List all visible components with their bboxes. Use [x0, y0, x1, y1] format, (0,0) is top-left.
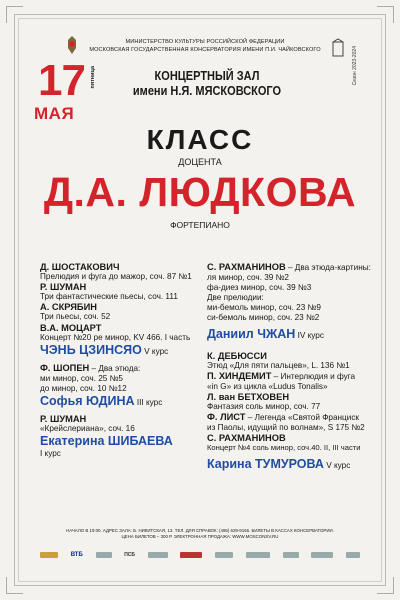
sponsor-logo: ВТБ	[70, 552, 83, 558]
composer: Л. ван БЕТХОВЕН	[207, 391, 290, 402]
performer-kurs: I курс	[40, 449, 61, 459]
composer: Р. ШУМАН	[40, 414, 87, 425]
work: Две прелюдии:	[207, 293, 264, 303]
sponsor-logo	[346, 552, 360, 558]
sponsor-logo	[148, 552, 168, 558]
composer: А. СКРЯБИН	[40, 302, 97, 313]
concert-weekday: пятница	[90, 66, 96, 89]
program-right-column	[207, 262, 372, 472]
conservatory-logo-icon	[330, 38, 346, 58]
work: ля минор, соч. 39 №2	[207, 273, 289, 283]
docent-label: ДОЦЕНТА	[178, 157, 222, 167]
work: ми-бемоль минор, соч. 23 №9	[207, 303, 321, 313]
class-title: КЛАСС	[146, 124, 254, 155]
performer: Софья ЮДИНА III курс	[40, 394, 163, 409]
work: Три фантастические пьесы, соч. 111	[40, 292, 178, 302]
program-left-column	[40, 262, 206, 459]
corner-ornament	[6, 6, 23, 23]
work: Ф. ШОПЕН – Два этюда:	[40, 362, 141, 373]
season-label: Сезон 2023-2024	[352, 46, 358, 86]
composer: С. РАХМАНИНОВ	[207, 433, 286, 444]
corner-ornament	[6, 577, 23, 594]
work: Три пьесы, соч. 52	[40, 312, 111, 322]
work: Концерт №4 соль минор, соч.40. II, III части	[207, 443, 361, 453]
instrument-label: ФОРТЕПИАНО	[170, 220, 230, 230]
work: фа-диез минор, соч. 39 №3	[207, 283, 312, 293]
work: до минор, соч. 10 №12	[40, 383, 127, 393]
work: Этюд «Для пяти пальцев», L. 136 №1	[207, 360, 350, 370]
teacher-name: Д.А. ЛЮДКОВА	[43, 169, 357, 215]
sponsor-logo	[215, 552, 233, 558]
ministry-text: МИНИСТЕРСТВО КУЛЬТУРЫ РОССИЙСКОЙ ФЕДЕРАЦИИ	[125, 39, 285, 45]
work: Ф. ЛИСТ – Легенда «Святой Франциск	[207, 412, 359, 423]
composer: Д. ШОСТАКОВИЧ	[40, 262, 120, 272]
corner-ornament	[377, 577, 394, 594]
concert-day: 17	[38, 56, 85, 105]
work: Прелюдия и фуга до мажор, соч. 87 №1	[40, 272, 192, 282]
work: П. ХИНДЕМИТ – Интерлюдия и фуга	[207, 370, 356, 381]
performer: Карина ТУМУРОВА V курс	[207, 456, 351, 471]
sponsor-logo: ПСБ	[124, 552, 136, 558]
work: Фантазия соль минор, соч. 77	[207, 402, 321, 412]
concert-month: МАЯ	[34, 104, 75, 123]
composer: Р. ШУМАН	[40, 282, 87, 293]
hall-line1: КОНЦЕРТНЫЙ ЗАЛ	[154, 69, 260, 83]
sponsor-logo	[180, 552, 202, 558]
work: «Крейслериана», соч. 16	[40, 424, 135, 434]
work: Концерт №20 ре минор, KV 466. I часть	[40, 332, 191, 342]
sponsor-logos	[40, 548, 360, 562]
footer-line2: ЦЕНА БИЛЕТОВ – 300 Р. ЭЛЕКТРОННАЯ ПРОДАЖА: WWW.MOSCONSV.RU	[121, 534, 279, 539]
performer: ЧЭНЬ ЦЗИНСЯО V курс	[40, 342, 169, 357]
work: «in G» из цикла «Ludus Tonalis»	[207, 381, 328, 391]
work: С. РАХМАНИНОВ – Два этюда-картины:	[207, 262, 371, 272]
corner-ornament	[377, 6, 394, 23]
conservatory-text: МОСКОВСКАЯ ГОСУДАРСТВЕННАЯ КОНСЕРВАТОРИЯ ИМЕНИ П.И. ЧАЙКОВСКОГО	[89, 46, 321, 53]
sponsor-logo	[311, 552, 333, 558]
sponsor-logo	[246, 552, 270, 558]
sponsor-logo	[96, 552, 112, 558]
composer: В.А. МОЦАРТ	[40, 322, 102, 333]
work: ми минор, соч. 25 №5	[40, 373, 123, 383]
composer: К. ДЕБЮССИ	[207, 350, 267, 361]
performer: Даниил ЧЖАН IV курс	[207, 326, 324, 341]
footer-line1: НАЧАЛО В 19:00. АДРЕС ЗАЛА: Б. НИКИТСКАЯ, 13. ТЕЛ. ДЛЯ СПРАВОК: (495) 629-9166. БИЛЕТЫ В КАССАХ КОНСЕРВАТОРИИ.	[66, 528, 334, 533]
work: си-бемоль минор, соч. 23 №2	[207, 313, 320, 323]
footer-info	[40, 528, 360, 540]
work: из Паолы, идущий по волнам», S 175 №2	[207, 423, 365, 433]
institution-header	[60, 39, 350, 54]
sponsor-logo	[40, 552, 58, 558]
performer: Екатерина ШИБАЕВА	[40, 434, 173, 449]
hall-title	[115, 69, 300, 99]
hall-line2: имени Н.Я. МЯСКОВСКОГО	[132, 84, 282, 98]
sponsor-logo	[283, 552, 299, 558]
